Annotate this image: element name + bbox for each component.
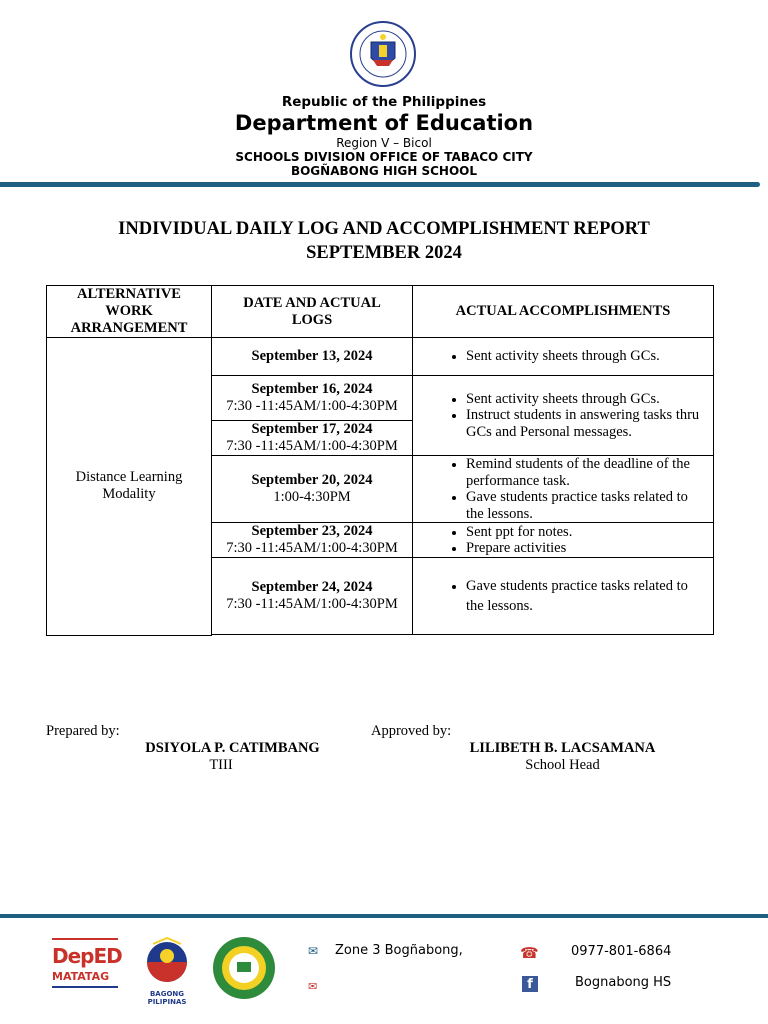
header-accomplishments: ACTUAL ACCOMPLISHMENTS xyxy=(413,286,714,338)
date-cell xyxy=(212,421,413,456)
deped-logo-text: DepED xyxy=(52,944,122,968)
log-date: September 24, 2024 xyxy=(251,579,373,595)
log-date: September 17, 2024 xyxy=(251,421,373,437)
log-date: September 13, 2024 xyxy=(251,348,373,364)
table-header-row xyxy=(47,286,714,338)
header-divider xyxy=(0,182,760,187)
accomplishment-cell xyxy=(413,338,714,376)
date-cell xyxy=(212,523,413,558)
division-label: SCHOOLS DIVISION OFFICE OF TABACO CITY xyxy=(235,150,533,164)
school-seal xyxy=(210,936,278,1000)
accomplishment-cell xyxy=(413,523,714,558)
facebook-icon[interactable]: f xyxy=(522,976,538,992)
school-label: BOGÑABONG HIGH SCHOOL xyxy=(290,164,478,178)
accomplishment-item: • Remind students of the deadline of the performance task. xyxy=(466,456,713,489)
accomplishment-cell xyxy=(413,376,714,456)
accomplishment-item: • Gave students practice tasks related to the lessons. xyxy=(466,489,713,522)
footer-divider xyxy=(0,914,768,918)
table-row xyxy=(47,338,714,376)
deped-seal xyxy=(349,20,417,88)
phone-text: 0977-801-6864 xyxy=(571,944,672,959)
bagong-pilipinas-emblem xyxy=(133,936,201,986)
accomplishment-item: • Instruct students in answering tasks thru GCs and Personal messages. xyxy=(466,407,713,440)
date-cell xyxy=(212,338,413,376)
email-icon: ✉ xyxy=(308,980,318,993)
date-cell xyxy=(212,376,413,421)
facebook-text[interactable]: Bognabong HS xyxy=(575,975,672,990)
accomplishment-item: • Sent ppt for notes. xyxy=(466,524,713,541)
daily-log-table xyxy=(46,285,714,636)
matatag-text: MATATAG xyxy=(52,970,110,983)
deped-matatag-logo xyxy=(52,938,120,996)
address-text: Zone 3 Bogñabong, xyxy=(335,943,463,958)
approved-label: Approved by: xyxy=(371,723,452,739)
approved-name: LILIBETH B. LACSAMANA xyxy=(469,740,656,756)
approved-title: School Head xyxy=(525,757,600,773)
date-cell xyxy=(212,456,413,523)
header-date: DATE AND ACTUAL LOGS xyxy=(212,286,413,338)
accomplishment-item: • Sent activity sheets through GCs. xyxy=(466,348,713,365)
date-cell xyxy=(212,558,413,635)
bagong-pilipinas-text: BAGONG PILIPINAS xyxy=(147,990,187,1006)
header-arrangement: ALTERNATIVE WORK ARRANGEMENT xyxy=(47,286,212,338)
accomplishment-item: • Sent activity sheets through GCs. xyxy=(466,391,713,408)
department-heading: Department of Education xyxy=(234,111,534,135)
accomplishment-cell xyxy=(413,558,714,635)
address-icon: ✉ xyxy=(308,944,319,958)
arrangement-cell xyxy=(47,338,212,636)
log-date: September 23, 2024 xyxy=(251,523,373,539)
log-time: 7:30 -11:45AM/1:00-4:30PM xyxy=(226,438,398,454)
log-time: 7:30 -11:45AM/1:00-4:30PM xyxy=(226,540,398,556)
prepared-label: Prepared by: xyxy=(46,723,120,739)
accomplishment-item: • Prepare activities xyxy=(466,540,713,557)
region-label: Region V – Bicol xyxy=(336,136,432,150)
log-time: 1:00-4:30PM xyxy=(273,489,351,505)
log-time: 7:30 -11:45AM/1:00-4:30PM xyxy=(226,596,398,612)
republic-heading: Republic of the Philippines xyxy=(281,94,487,110)
report-month: SEPTEMBER 2024 xyxy=(306,243,462,263)
prepared-name: DSIYOLA P. CATIMBANG xyxy=(145,740,320,756)
log-date: September 16, 2024 xyxy=(251,381,373,397)
prepared-title: TIII xyxy=(209,757,233,773)
log-time: 7:30 -11:45AM/1:00-4:30PM xyxy=(226,398,398,414)
accomplishment-item: • Gave students practice tasks related to the lessons. xyxy=(466,576,713,616)
arrangement-text: Distance Learning Modality xyxy=(75,469,183,503)
bagong-pilipinas-logo xyxy=(133,936,201,1006)
accomplishment-cell xyxy=(413,456,714,523)
log-date: September 20, 2024 xyxy=(251,472,373,488)
phone-icon: ☎ xyxy=(520,944,539,962)
report-title: INDIVIDUAL DAILY LOG AND ACCOMPLISHMENT REPORT xyxy=(118,219,650,239)
